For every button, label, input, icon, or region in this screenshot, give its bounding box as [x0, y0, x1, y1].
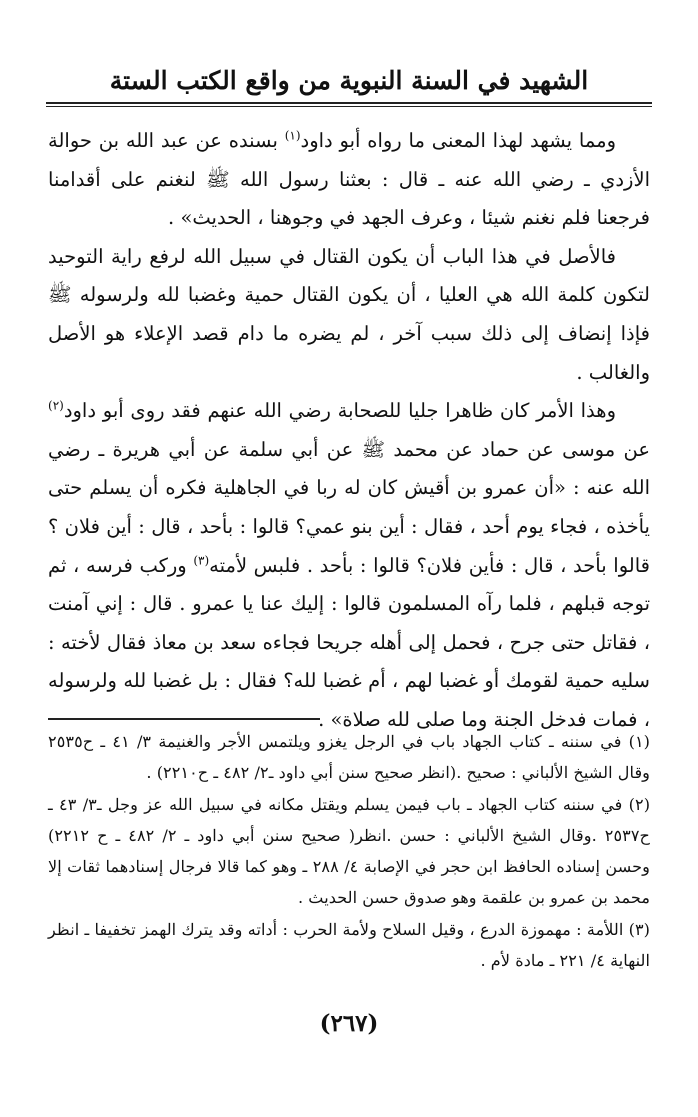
footnote-ref-1: (١) [284, 128, 301, 143]
paragraph-1-text: ومما يشهد لهذا المعنى ما رواه أبو داود [300, 129, 616, 152]
page-number: (٢٦٧) [319, 1010, 379, 1037]
paragraph-3-text-a: وهذا الأمر كان ظاهرا جليا للصحابة رضي الله عنهم فقد روى أبو داود [63, 399, 616, 423]
paragraph-2: فالأصل في هذا الباب أن يكون القتال في سبيل الله لرفع راية التوحيد لتكون كلمة الله هي العليا ، أن يكون القتال حمية وغضبا لله ولرسوله ﷺ فإذا إنضاف إلى ذلك سبب آخر ، لم يضره ما دام قصد الإعلاء هو الأصل والغالب . [48, 244, 650, 384]
footnote-1: (١) في سننه ـ كتاب الجهاد باب في الرجل يغزو ويلتمس الأجر والغنيمة ٣/ ٤١ ـ ح٢٥٣٥ وقال الشيخ الألباني : صحيح .(انظر صحيح سنن أبي داود ـ٢/ ٤٨٢ ـ ح٢٢١٠) . [48, 732, 650, 783]
footnote-3: (٣) اللأمة : مهموزة الدرع ، وقيل السلاح ولأمة الحرب : أداته وقد يترك الهمز تخفيفا ـ انظر النهاية ٤/ ٢٢١ ـ مادة لأم . [48, 919, 650, 971]
paragraph-1 [48, 122, 650, 238]
paragraph-3 [48, 392, 650, 739]
footnote-2: (٢) في سننه كتاب الجهاد ـ باب فيمن يسلم ويقتل مكانه في سبيل الله عز وجل ـ٣/ ٤٣ ـ ح٢٥٣٧ .وقال الشيخ الألباني : حسن .انظر( صحيح سنن أبي داود ـ ٢/ ٤٨٢ ـ ح ٢٢١٢) وحسن إسناده الحافظ ابن حجر في الإصابة ٤/ ٢٨٨ ـ وهو كما قالا فرجال إسنادهما ثقات إلا محمد بن عمرو بن علقمة وهو صدوق حسن الحديث . [48, 794, 651, 908]
footnote-ref-3: (٣) [193, 553, 210, 568]
paragraph-3-text-b: عن موسى عن حماد عن محمد ﷺ عن أبي سلمة عن أبي هريرة ـ رضي الله عنه : «أن عمرو بن أقيش كان له ربا في الجاهلية فكره أن يسلم حتى يأخذه ، فجاء يوم أحد ، فقال : أين بنو عمي؟ قالوا : بأحد ، قال : أين فلان ؟ قالوا بأحد ، قال : فأين فلان؟ قالوا : بأحد . فلبس لأمته [48, 437, 650, 577]
footnote-rule [48, 718, 320, 720]
header-rule [46, 102, 652, 107]
running-header: الشهيد في السنة النبوية من واقع الكتب الستة [109, 66, 589, 95]
footnotes [48, 726, 650, 976]
paragraph-3-text-c: وركب فرسه ، ثم توجه قبلهم ، فلما رآه المسلمون قالوا : إليك عنا يا عمرو . قال : إني آمنت ، فقاتل حتى جرح ، فحمل إلى أهله جريحا فجاءه سعد بن معاذ فقال لأخته : سليه حمية لقومك أو غضبا لهم ، أم غضبا لله؟ فقال : بل غضبا لله ولرسوله ، فمات فدخل الجنة وما صلى لله صلاة» . [48, 553, 650, 731]
paragraph-1-rest: بسنده عن عبد الله بن حوالة الأزدي ـ رضي الله عنه ـ قال : بعثنا رسول الله ﷺ لنغنم على أقدامنا فرجعنا فلم نغنم شيئا ، وعرف الجهد في وجوهنا ، الحديث» . [48, 129, 650, 230]
main-text [48, 122, 650, 740]
footnote-ref-2: (٢) [48, 398, 64, 413]
